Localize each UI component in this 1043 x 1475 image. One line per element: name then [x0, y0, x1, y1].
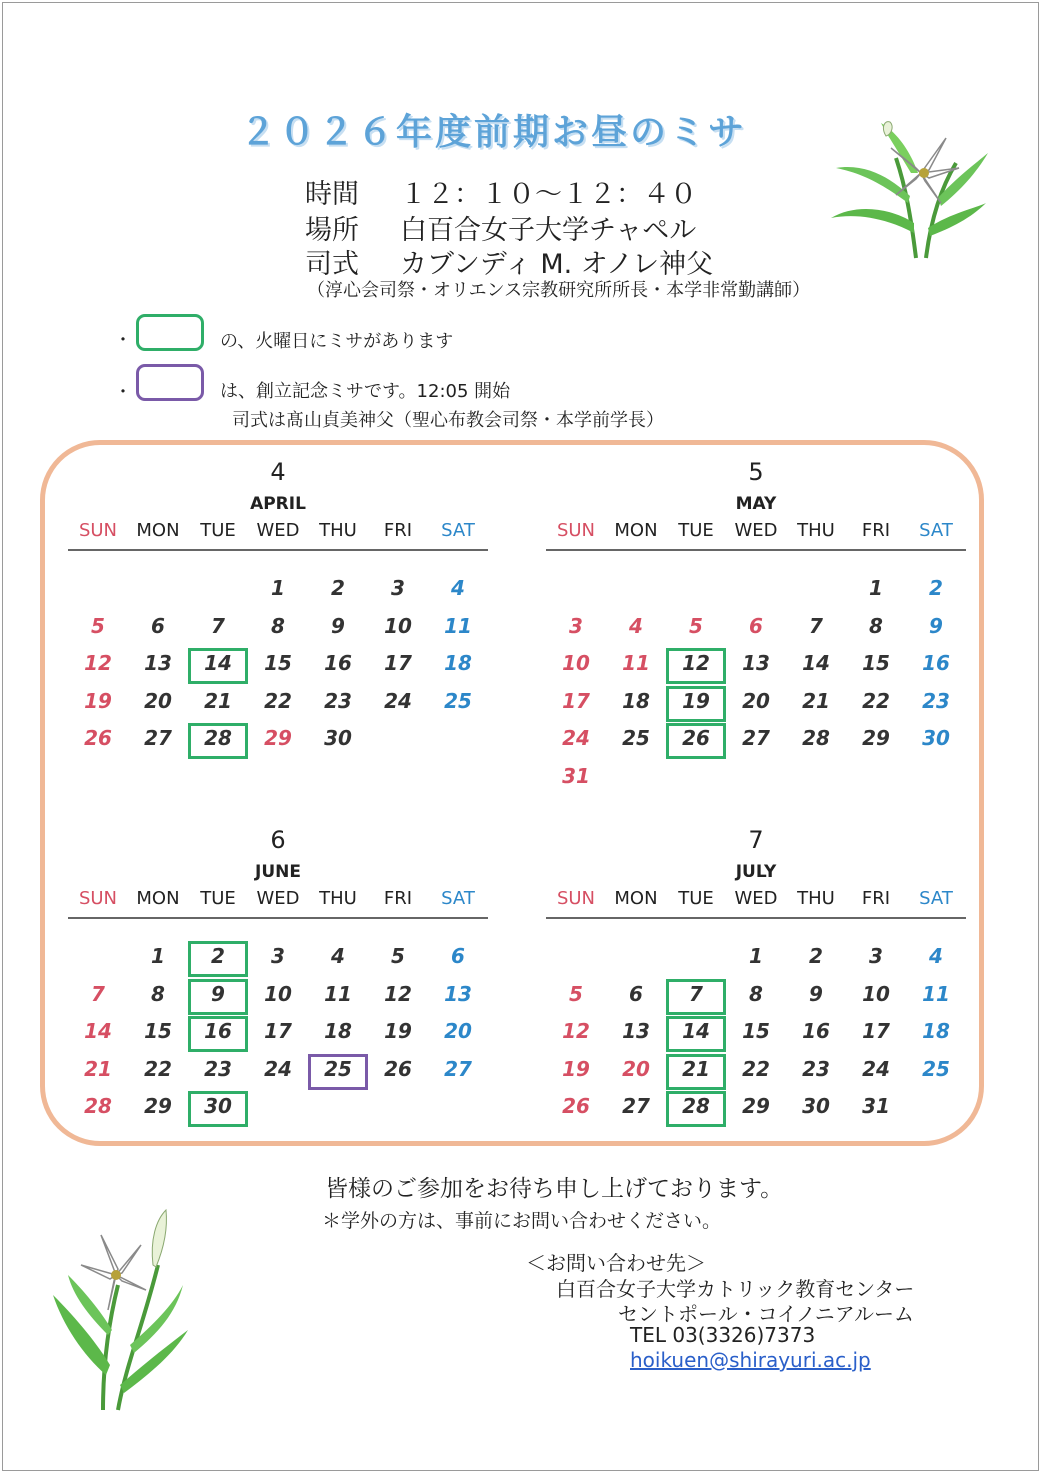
calendar-day: 2 — [211, 944, 225, 968]
calendar-day: 12 — [384, 981, 412, 1006]
legend-bullet: ・ — [114, 330, 132, 351]
calendar-day: 22 — [264, 688, 292, 713]
weekday-header: SAT — [441, 520, 475, 541]
calendar-day: 1 — [749, 944, 763, 968]
calendar-day: 13 — [144, 651, 172, 675]
weekday-header: TUE — [200, 888, 236, 909]
calendar-day: 21 — [204, 688, 232, 713]
calendar-day: 6 — [451, 944, 465, 968]
calendar-day: 29 — [742, 1094, 770, 1118]
calendar-day: 18 — [324, 1019, 352, 1043]
calendar-day: 1 — [869, 576, 883, 600]
calendar-day: 8 — [271, 613, 285, 638]
calendar-day: 17 — [384, 651, 412, 675]
lily-illustration-top — [826, 118, 991, 263]
calendar-day: 30 — [922, 726, 950, 750]
weekday-header: MON — [136, 888, 180, 909]
calendar-day: 15 — [862, 651, 890, 675]
calendar-day: 15 — [742, 1019, 770, 1043]
contact-room: セントポール・コイノニアルーム — [618, 1302, 914, 1326]
calendar-day: 8 — [151, 981, 165, 1006]
calendar-day: 13 — [742, 651, 770, 675]
month-name: APRIL — [250, 494, 306, 514]
calendar-day: 18 — [622, 688, 650, 713]
header-divider — [68, 549, 488, 551]
time-row — [305, 172, 697, 211]
calendar-day: 31 — [862, 1094, 890, 1118]
calendar-day: 14 — [682, 1019, 710, 1043]
calendar-day: 26 — [384, 1056, 412, 1081]
calendar-day: 21 — [682, 1056, 710, 1081]
calendar-day: 9 — [211, 981, 225, 1006]
weekday-header: WED — [734, 520, 778, 541]
calendar-day: 16 — [324, 651, 352, 675]
page-title: ２０２６年度前期お昼のミサ — [240, 112, 748, 153]
weekday-header: TUE — [678, 520, 714, 541]
calendar-day: 22 — [144, 1056, 172, 1081]
weekday-header: MON — [614, 888, 658, 909]
calendar-day: 1 — [151, 944, 165, 968]
calendar-day: 12 — [682, 651, 710, 675]
header-divider — [546, 549, 966, 551]
calendar-day: 23 — [324, 688, 352, 713]
calendar-day: 27 — [622, 1094, 650, 1118]
calendar-day: 5 — [91, 613, 105, 638]
calendar-day: 31 — [562, 763, 590, 788]
calendar-day: 2 — [809, 944, 823, 968]
legend-green-text: の、火曜日にミサがあります — [220, 331, 454, 352]
calendar-day: 12 — [562, 1019, 590, 1043]
contact-heading: ＜お問い合わせ先＞ — [526, 1251, 706, 1275]
weekday-header: SUN — [78, 520, 118, 541]
calendar-day: 23 — [204, 1056, 232, 1081]
calendar-day: 4 — [331, 944, 345, 968]
calendar-day: 9 — [331, 613, 345, 638]
calendar-day: 28 — [682, 1094, 710, 1118]
month-number: 5 — [748, 458, 764, 486]
calendar-day: 19 — [84, 688, 112, 713]
calendar-day: 23 — [922, 688, 950, 713]
calendar-day: 27 — [144, 726, 172, 750]
calendar-day: 25 — [922, 1056, 950, 1081]
calendar-day: 28 — [204, 726, 232, 750]
weekday-header: THU — [797, 520, 835, 541]
calendar-day: 8 — [869, 613, 883, 638]
month-number: 6 — [270, 826, 286, 854]
weekday-header: TUE — [678, 888, 714, 909]
calendar-day: 9 — [929, 613, 943, 638]
officiant-label: 司式 — [305, 249, 359, 280]
lily-illustration-bottom — [48, 1205, 208, 1415]
calendar-day: 3 — [869, 944, 883, 968]
calendar-day: 20 — [144, 688, 172, 713]
calendar-day: 14 — [802, 651, 830, 675]
header-divider — [68, 917, 488, 919]
calendar-day: 7 — [809, 613, 823, 638]
calendar-day: 18 — [922, 1019, 950, 1043]
calendar-day: 17 — [562, 688, 590, 713]
calendar-day: 3 — [569, 613, 583, 638]
calendar-day: 29 — [264, 726, 292, 750]
calendar-day: 29 — [144, 1094, 172, 1118]
calendar-day: 20 — [444, 1019, 472, 1043]
calendar-day: 29 — [862, 726, 890, 750]
weekday-header: SUN — [78, 888, 118, 909]
weekday-header: SUN — [556, 888, 596, 909]
calendar-day: 7 — [91, 981, 105, 1006]
calendar-day: 22 — [742, 1056, 770, 1081]
calendar-day: 27 — [742, 726, 770, 750]
calendar-day: 19 — [384, 1019, 412, 1043]
calendar-day: 17 — [862, 1019, 890, 1043]
calendar-day: 9 — [809, 981, 823, 1006]
weekday-header: WED — [734, 888, 778, 909]
calendar-day: 19 — [682, 688, 710, 713]
calendar-day: 24 — [562, 726, 590, 750]
calendar-day: 4 — [929, 944, 943, 968]
weekday-header: SAT — [919, 888, 953, 909]
calendar-day: 15 — [264, 651, 292, 675]
external-note: ＊学外の方は、事前にお問い合わせください。 — [322, 1210, 722, 1232]
header-divider — [546, 917, 966, 919]
place-value: 白百合女子大学チャペル — [400, 215, 697, 246]
month-number: 7 — [748, 826, 764, 854]
calendar-day: 3 — [391, 576, 405, 600]
calendar-day: 24 — [264, 1056, 292, 1081]
place-label: 場所 — [305, 215, 359, 246]
calendar-day: 16 — [204, 1019, 232, 1043]
legend-purple-box — [136, 364, 204, 401]
calendar-day: 25 — [444, 688, 472, 713]
calendar-day: 6 — [749, 613, 763, 638]
weekday-header: MON — [136, 520, 180, 541]
calendar-day: 24 — [862, 1056, 890, 1081]
time-label: 時間 — [305, 179, 359, 210]
month-name: MAY — [735, 494, 777, 514]
calendar-day: 7 — [689, 981, 703, 1006]
legend-green-box — [136, 314, 204, 351]
month-number: 4 — [270, 458, 286, 486]
calendar-day: 26 — [84, 726, 112, 750]
weekday-header: SUN — [556, 520, 596, 541]
calendar-day: 10 — [562, 651, 590, 675]
calendar-day: 2 — [929, 576, 943, 600]
invitation-message: 皆様のご参加をお待ち申し上げております。 — [325, 1176, 784, 1202]
calendar-day: 19 — [562, 1056, 590, 1081]
calendar-day: 28 — [802, 726, 830, 750]
calendar-day: 27 — [444, 1056, 472, 1081]
calendar-day: 25 — [324, 1056, 352, 1081]
weekday-header: WED — [256, 888, 300, 909]
officiant-note: （淳心会司祭・オリエンス宗教研究所所長・本学非常勤講師） — [307, 280, 811, 301]
calendar-day: 11 — [922, 981, 950, 1006]
time-value: １２：１０～１２：４０ — [400, 179, 697, 210]
calendar-day: 12 — [84, 651, 112, 675]
calendar-day: 5 — [689, 613, 703, 638]
calendar-day: 28 — [84, 1094, 112, 1118]
calendar-day: 5 — [569, 981, 583, 1006]
calendar-day: 4 — [629, 613, 643, 638]
calendar-day: 20 — [742, 688, 770, 713]
calendar-day: 6 — [629, 981, 643, 1006]
calendar-day: 11 — [444, 613, 472, 638]
weekday-header: THU — [319, 520, 357, 541]
calendar-day: 7 — [211, 613, 225, 638]
calendar-day: 4 — [451, 576, 465, 600]
calendar-day: 1 — [271, 576, 285, 600]
weekday-header: MON — [614, 520, 658, 541]
calendar-day: 10 — [264, 981, 292, 1006]
calendar-day: 14 — [204, 651, 232, 675]
legend-purple-text: は、創立記念ミサです。12:05 開始 — [220, 381, 511, 402]
calendar-day: 26 — [682, 726, 710, 750]
calendar-day: 14 — [84, 1019, 112, 1043]
contact-organization: 白百合女子大学カトリック教育センター — [556, 1277, 915, 1301]
calendar-day: 6 — [151, 613, 165, 638]
calendar-day: 30 — [802, 1094, 830, 1118]
officiant-value: カブンディ M. オノレ神父 — [400, 249, 714, 280]
calendar-day: 5 — [391, 944, 405, 968]
calendar-day: 11 — [622, 651, 650, 675]
calendar-day: 16 — [922, 651, 950, 675]
legend-bullet: ・ — [114, 382, 132, 403]
month-name: JULY — [735, 862, 777, 882]
calendar-day: 23 — [802, 1056, 830, 1081]
calendar-day: 16 — [802, 1019, 830, 1043]
weekday-header: FRI — [383, 520, 413, 541]
calendar-day: 13 — [622, 1019, 650, 1043]
calendar-day: 25 — [622, 726, 650, 750]
legend-purple-note: 司式は髙山貞美神父（聖心布教会司祭・本学前学長） — [232, 410, 664, 431]
calendar-day: 30 — [324, 726, 352, 750]
weekday-header: WED — [256, 520, 300, 541]
calendar-day: 30 — [204, 1094, 232, 1118]
weekday-header: SAT — [919, 520, 953, 541]
calendar-day: 13 — [444, 981, 472, 1006]
weekday-header: FRI — [383, 888, 413, 909]
calendar-day: 17 — [264, 1019, 292, 1043]
calendar-day: 2 — [331, 576, 345, 600]
month-name: JUNE — [255, 862, 301, 882]
calendar-day: 26 — [562, 1094, 590, 1118]
weekday-header: THU — [797, 888, 835, 909]
weekday-header: TUE — [200, 520, 236, 541]
calendar-day: 10 — [384, 613, 412, 638]
calendar-day: 24 — [384, 688, 412, 713]
calendar-day: 18 — [444, 651, 472, 675]
calendar-day: 20 — [622, 1056, 650, 1081]
contact-email-link[interactable]: hoikuen@shirayuri.ac.jp — [630, 1348, 871, 1372]
calendar-day: 22 — [862, 688, 890, 713]
weekday-header: SAT — [441, 888, 475, 909]
calendar-day: 21 — [84, 1056, 112, 1081]
contact-phone: TEL 03(3326)7373 — [630, 1323, 816, 1347]
calendar-day: 21 — [802, 688, 830, 713]
calendar-day: 11 — [324, 981, 352, 1006]
weekday-header: THU — [319, 888, 357, 909]
calendar-day: 8 — [749, 981, 763, 1006]
weekday-header: FRI — [861, 520, 891, 541]
calendar-day: 3 — [271, 944, 285, 968]
calendar-day: 15 — [144, 1019, 172, 1043]
calendar-day: 10 — [862, 981, 890, 1006]
weekday-header: FRI — [861, 888, 891, 909]
